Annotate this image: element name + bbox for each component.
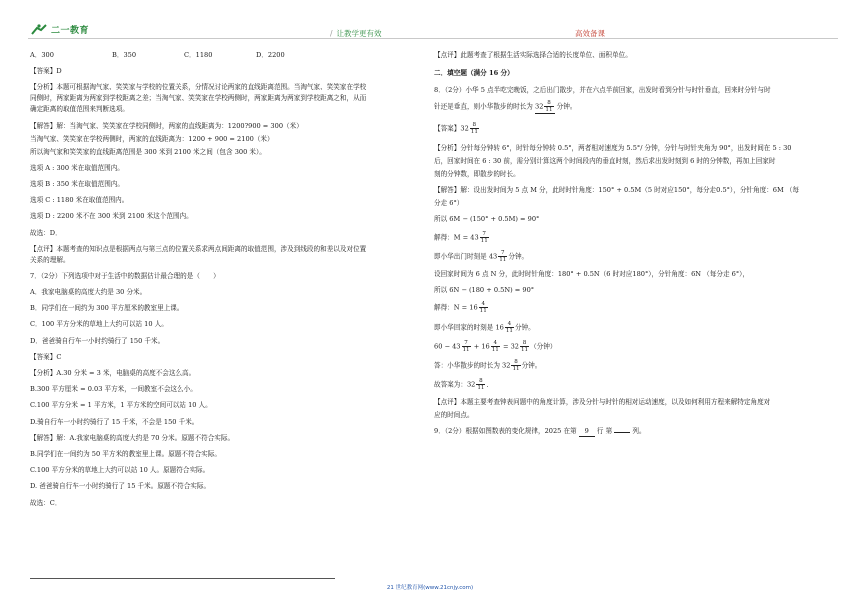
q6-check-b: 选项 B : 350 米在取值范围内。: [30, 179, 124, 188]
q8-eq3-text: 即小华出门时刻是 43: [434, 252, 498, 261]
q8-eq8-frac-1: [462, 340, 471, 353]
q6-check-d: 选项 D : 2200 米不在 300 米到 2100 米这个范围内。: [30, 212, 193, 221]
header-divider: [28, 38, 838, 39]
q8-stem-2: [434, 100, 839, 114]
q6-solution-3: 所以淘气家和笑笑家的直线距离范围是 300 米到 2100 米之间（包含 300 米）。: [30, 147, 266, 156]
q7-analysis-2: B.300 平方厘米 = 0.03 平方米，一间教室不会这么小。: [30, 385, 197, 394]
fraction-denominator: 11: [491, 346, 499, 353]
q8-equation-3: [434, 250, 839, 263]
q8-eq2-fraction: [480, 231, 489, 244]
q8-eq3-unit: 分钟。: [508, 252, 529, 261]
q9-stem-end: 列。: [632, 427, 646, 436]
q7-analysis-3: C.100 平方分米 = 1 平方米，1 平方米的空间可以站 10 人。: [30, 401, 212, 410]
q8-eq3-fraction: [498, 250, 507, 263]
q8-solution-1: 【解答】解：设出发时间为 5 点 M 分，此时时针角度：150° + 0.5M（5 时对应150°，每分走0.5°），分针角度：6M （每: [434, 186, 800, 195]
q8-equation-6: [434, 301, 839, 314]
q8-equation-4: 设回家时间为 6 点 N 分，此时时针角度：180° + 0.5N（6 时对应180°），分针角度：6N （每分走 6°），: [434, 269, 750, 278]
q8-eq8-frac-2: [491, 340, 500, 353]
fraction-numerator: 4: [491, 340, 500, 347]
runner-icon: [30, 24, 48, 36]
q8-eq9-unit: 分钟。: [521, 361, 542, 370]
q8-equation-5: 所以 6N − (180 + 0.5N) = 90°: [434, 286, 535, 295]
fraction-denominator: 11: [505, 327, 513, 334]
q9-col-blank: [614, 432, 630, 433]
q8-eq8-b: + 16: [471, 342, 490, 351]
q6-comment-2: 关系的理解。: [30, 255, 70, 264]
q6-option-a: A．300: [30, 51, 54, 59]
page-header: [0, 0, 860, 40]
q8-stem-2-text: 针还是垂直，则小华散步的时长为: [434, 102, 533, 111]
q8-equation-8: [434, 340, 839, 353]
q8-eq7-fraction: [505, 321, 514, 334]
fraction-denominator: 11: [545, 107, 553, 113]
q8-eq7-unit: 分钟。: [514, 323, 535, 331]
header-slogan: / 让教学更有效: [330, 29, 382, 38]
q8-answer-text: 【答案】32: [434, 124, 469, 133]
q7-option-b: B．同学们在一间约为 300 平方厘米的教室里上课。: [30, 304, 184, 313]
q6-solution-2: 当淘气家、笑笑家在学校两侧时，两家的直线距离为：1200 + 900 = 2100（米）: [30, 134, 274, 143]
q7-analysis-4: D.骑自行车一小时约骑行了 15 千米，不会是 150 千米。: [30, 417, 199, 426]
q8-eq8-c: = 32: [500, 342, 519, 351]
fraction-denominator: 11: [480, 237, 488, 244]
q8-equation-1: 所以 6M − (150° + 0.5M) = 90°: [434, 215, 540, 224]
fraction-denominator: 11: [477, 385, 485, 392]
q8-blank: [535, 100, 555, 114]
q8-stem-1: 8．（2分）小华 5 点半吃完晚饭，之后出门散步，并在六点半前回家，出发时看到分针与时针垂直，回来时分针与时: [434, 86, 771, 94]
q6-solution-1: 【解答】解：当淘气家、笑笑家在学校同侧时，两家的直线距离为：1200?900 = 300（米）: [30, 121, 303, 130]
q8-equation-2: [434, 231, 839, 244]
fraction-numerator: 8: [544, 100, 553, 107]
q8-answer-fraction: [470, 122, 479, 135]
q6-option-b: B．350: [112, 51, 137, 59]
q6-choice: 故选：D．: [30, 228, 62, 237]
q7-solution-3: C.100 平方分米的草地上大约可以站 10 人。原题符合实际。: [30, 466, 210, 475]
left-column: [30, 50, 422, 514]
q8-answer: [434, 122, 839, 135]
q8-comment-2: 应的时间点。: [434, 411, 474, 420]
fraction-denominator: 11: [470, 129, 478, 135]
q6-options: [30, 50, 422, 60]
q6-option-c: C．1180: [184, 51, 213, 59]
q7-option-a: A．我家电脑桌的高度大约是 30 分米。: [30, 288, 147, 297]
fraction-numerator: 8: [470, 122, 479, 129]
q6-comment-1: 【点评】本题考查的知识点是根据两点与第三点的位置关系求两点间距离的取值范围，涉及到线段的和差以及对位置: [30, 244, 367, 253]
q6-option-d: D．2200: [256, 51, 285, 59]
brand-logo: [30, 23, 89, 36]
q6-analysis-1: 【分析】本题可根据淘气家、笑笑家与学校的位置关系，分情况讨论两家的直线距离范围。当淘气家、笑笑家在学校: [30, 83, 367, 92]
q6-answer: 【答案】D: [30, 67, 62, 76]
fraction-numerator: 4: [505, 321, 514, 328]
q7-choice: 故选：C．: [30, 498, 62, 507]
q8-blank-whole: 32: [535, 102, 544, 111]
q7-analysis-1: 【分析】A.30 分米 = 3 米，电脑桌的高度不会这么高。: [30, 369, 196, 377]
q8-equation-7: [434, 321, 839, 334]
header-tagline: 高效备课: [575, 29, 605, 38]
q8-final-end: ．: [486, 380, 494, 389]
fraction-numerator: 7: [462, 340, 471, 347]
fraction-numerator: 7: [480, 231, 489, 238]
q7-comment: 【点评】此题考查了根据生活实际选择合适的长度单位、面积单位。: [434, 51, 632, 59]
fraction-denominator: 11: [512, 365, 520, 372]
q7-solution-4: D. 爸爸骑自行车一小时约骑行了 15 千米。原题不符合实际。: [30, 482, 211, 491]
footnote-divider: [30, 578, 335, 579]
q8-solution-2: 分走 6°）: [434, 199, 464, 208]
q8-analysis-3: 刻的分钟数，即散步的时长。: [434, 170, 520, 178]
q6-analysis-3: 确定距离的取值范围来判断选项。: [30, 105, 129, 114]
q7-option-c: C．100 平方分米的草地上大约可以站 10 人。: [30, 320, 168, 329]
fraction-numerator: 7: [498, 250, 507, 257]
right-column: [434, 50, 839, 444]
fraction-denominator: 11: [520, 346, 529, 353]
q8-final-text: 故答案为：32: [434, 380, 476, 389]
q8-stem-2-unit: 分钟。: [556, 102, 577, 111]
section-title: 二．填空题（满分 16 分）: [434, 69, 514, 77]
q8-analysis-2: 后，回家时间在 6 : 30 前，需分别计算这两个时间段内的垂直时刻，然后求出发时刻到 6 时的分钟数，再加上回家时: [434, 157, 776, 165]
fraction-numerator: 8: [511, 359, 520, 366]
q9-stem: [434, 426, 839, 437]
fraction-denominator: 11: [462, 346, 470, 353]
fraction-numerator: 4: [479, 301, 488, 308]
q8-eq2-text: 解得：M = 43: [434, 233, 479, 242]
q8-eq8-d: （分钟）: [530, 342, 557, 351]
q6-check-c: 选项 C : 1180 米在取值范围内。: [30, 196, 129, 205]
q7-solution-2: B.同学们在一间约为 50 平方米的教室里上课。原题不符合实际。: [30, 449, 221, 458]
q8-comment-1: 【点评】本题主要考查钟表问题中的角度计算，涉及分针与时针的相对运动速度，以及如何利用方程来解特定角度对: [434, 398, 771, 407]
q8-eq6-fraction: [479, 301, 488, 314]
q8-eq8-a: 60 − 43: [434, 342, 461, 351]
q8-equation-9: [434, 359, 839, 372]
fraction-numerator: 8: [520, 340, 529, 347]
q8-eq8-frac-3: [520, 340, 529, 353]
q7-option-d: D．爸爸骑自行车一小时约骑行了 150 千米。: [30, 336, 165, 345]
brand-name: 二一教育: [51, 26, 90, 36]
fraction-denominator: 11: [499, 256, 507, 263]
q6-check-a: 选项 A : 300 米在取值范围内。: [30, 163, 124, 172]
q6-analysis-2: 同侧时，两家距离为两家到学校距离之差；当淘气家、笑笑家在学校两侧时，两家距离为两家到学校距离之和，从而: [30, 94, 367, 103]
q8-eq9-fraction: [511, 359, 520, 372]
q9-row-blank: 9: [579, 426, 595, 437]
q8-final-answer: [434, 378, 839, 391]
q7-stem: 7．（2分）下列选项中对于生活中的数据估计最合理的是（ ）: [30, 271, 220, 280]
q8-analysis-1: 【分析】分针每分钟转 6°，时针每分钟转 0.5°，两者相对速度为 5.5°/ 分钟，分针与时针夹角为 90°，出发时间在 5 : 30: [434, 144, 792, 152]
fraction-denominator: 11: [479, 308, 487, 315]
q7-answer: 【答案】C: [30, 352, 62, 361]
q7-solution-1: 【解答】解：A.我家电脑桌的高度大约是 70 分米。原题不符合实际。: [30, 433, 235, 442]
q8-blank-fraction: [544, 100, 553, 113]
q9-stem-mid: 行 第: [596, 427, 613, 436]
page-footer: 21 世纪教育网(www.21cnjy.com): [386, 585, 474, 591]
fraction-numerator: 8: [476, 378, 485, 385]
q8-eq9-text: 答：小华散步的时长为 32: [434, 361, 511, 370]
q8-final-fraction: [476, 378, 485, 391]
q8-eq7-text: 即小华回家的时刻是 16: [434, 323, 504, 331]
q9-stem-text: 9．（2分）根据如图数表的变化规律，2025 在第: [434, 427, 577, 436]
q8-eq6-text: 解得：N = 16: [434, 303, 478, 312]
slogan-text: 让教学更有效: [336, 29, 382, 38]
